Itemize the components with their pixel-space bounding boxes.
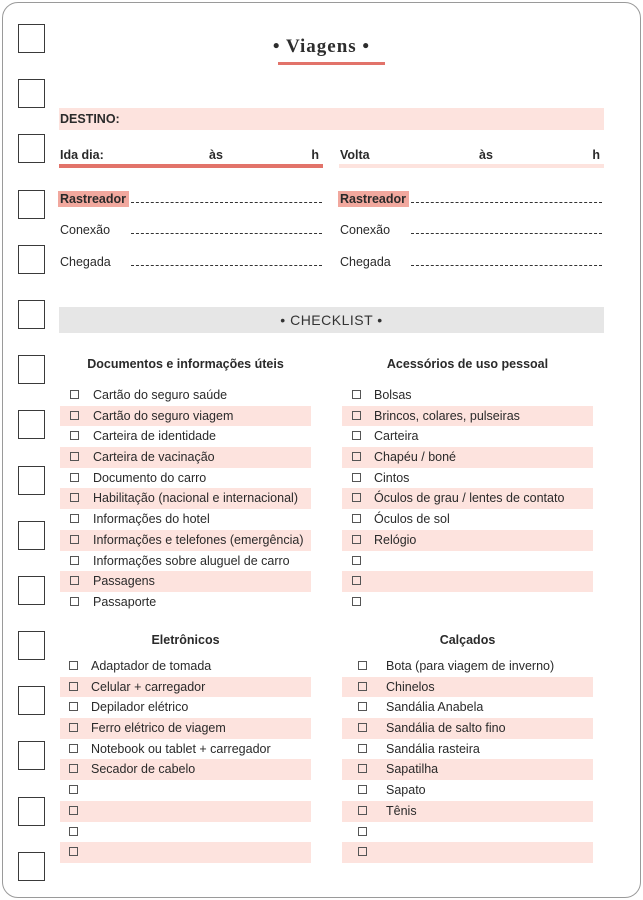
checklist-item: [60, 468, 311, 489]
tracking-label: Rastreador: [338, 191, 409, 207]
binder-hole: [18, 521, 45, 550]
binder-hole: [18, 797, 45, 826]
return-at-label: às: [479, 148, 493, 162]
tracking-write-line: [131, 202, 322, 203]
binder-hole: [18, 741, 45, 770]
checkbox[interactable]: [70, 411, 79, 420]
checkbox[interactable]: [358, 785, 367, 794]
binder-hole: [18, 134, 45, 163]
tracking-write-line: [411, 233, 602, 234]
checklist-item-label: Sandália rasteira: [386, 741, 480, 756]
checkbox[interactable]: [70, 473, 79, 482]
checklist-item: [342, 739, 593, 760]
tracking-write-line: [131, 265, 322, 266]
checklist-item-label: Sandália Anabela: [386, 700, 484, 715]
checklist-item: [342, 426, 593, 447]
checklist-item: [342, 842, 593, 863]
binder-hole: [18, 686, 45, 715]
checkbox[interactable]: [70, 452, 79, 461]
checklist-item-label: Brincos, colares, pulseiras: [374, 408, 520, 423]
tracking-label: Chegada: [340, 255, 391, 269]
checklist-item: [342, 822, 593, 843]
section-title: Eletrônicos: [151, 633, 220, 647]
checklist-item-label: Notebook ou tablet + carregador: [91, 741, 271, 756]
checklist-item-label: Carteira de identidade: [93, 429, 216, 444]
checklist: [342, 385, 593, 613]
checklist-item: [60, 780, 311, 801]
checklist-item-label: Informações do hotel: [93, 512, 210, 527]
checkbox[interactable]: [352, 452, 361, 461]
checklist-item: [60, 677, 311, 698]
checklist-item: [60, 718, 311, 739]
checklist-item-label: Chinelos: [386, 679, 435, 694]
checklist-label: • CHECKLIST •: [280, 312, 383, 328]
checkbox[interactable]: [69, 723, 78, 732]
checklist-item-label: Adaptador de tomada: [91, 659, 212, 673]
checklist-item-label: Habilitação (nacional e internacional): [93, 491, 298, 506]
checklist-item: [60, 656, 311, 677]
checklist-item: [342, 801, 593, 822]
checklist-item-label: Depilador elétrico: [91, 700, 189, 715]
checklist-item-label: Secador de cabelo: [91, 762, 196, 777]
binder-hole: [18, 852, 45, 881]
checkbox[interactable]: [358, 682, 367, 691]
checklist-item: [342, 656, 593, 677]
checkbox[interactable]: [69, 682, 78, 691]
checkbox[interactable]: [70, 390, 79, 399]
checkbox[interactable]: [358, 661, 367, 670]
departure-label: Ida dia:: [60, 148, 104, 162]
checklist-item-label: Cintos: [374, 470, 410, 485]
tracking-write-line: [131, 233, 322, 234]
checkbox[interactable]: [352, 576, 361, 585]
tracking-write-line: [411, 202, 602, 203]
checkbox[interactable]: [70, 431, 79, 440]
checklist-item-label: Celular + carregador: [91, 679, 206, 694]
checklist-item-label: Carteira de vacinação: [93, 450, 215, 465]
checkbox[interactable]: [69, 661, 78, 670]
binder-hole: [18, 631, 45, 660]
checkbox[interactable]: [70, 597, 79, 606]
checkbox[interactable]: [69, 806, 78, 815]
checklist-item: [60, 571, 311, 592]
checkbox[interactable]: [352, 473, 361, 482]
return-label: Volta: [340, 148, 370, 162]
checklist-item-label: Sapato: [386, 783, 426, 798]
checklist-item-label: Tênis: [386, 803, 417, 818]
checklist-item-label: Sandália de salto fino: [386, 721, 506, 736]
checklist-item: [60, 739, 311, 760]
checklist-item: [342, 509, 593, 530]
tracking-row[interactable]: [60, 255, 322, 273]
checkbox[interactable]: [69, 764, 78, 773]
checklist-item-label: Passaporte: [93, 594, 157, 609]
checkbox[interactable]: [70, 514, 79, 523]
checklist-item: [60, 447, 311, 468]
checklist-item: [342, 385, 593, 406]
checkbox[interactable]: [352, 597, 361, 606]
checklist-item-label: Cartão do seguro viagem: [93, 408, 234, 423]
checkbox[interactable]: [358, 806, 367, 815]
checklist-item-label: Cartão do seguro saúde: [93, 388, 228, 402]
departure-hour-label: h: [311, 148, 319, 162]
checklist-item-label: Chapéu / boné: [374, 450, 457, 465]
binder-hole: [18, 466, 45, 495]
checklist-item: [342, 780, 593, 801]
checklist-header: [59, 307, 604, 333]
checkbox[interactable]: [352, 411, 361, 420]
checklist-item-label: Óculos de grau / lentes de contato: [374, 491, 565, 506]
checklist-item: [60, 488, 311, 509]
binder-hole: [18, 300, 45, 329]
checkbox[interactable]: [69, 744, 78, 753]
checklist-item-label: Sapatilha: [386, 762, 439, 777]
checkbox[interactable]: [70, 576, 79, 585]
return-date-field[interactable]: [339, 148, 604, 168]
checkbox[interactable]: [358, 744, 367, 753]
checkbox[interactable]: [70, 535, 79, 544]
checklist-item: [60, 801, 311, 822]
checklist-item: [342, 406, 593, 427]
checklist-item: [342, 677, 593, 698]
checklist-item: [342, 530, 593, 551]
checkbox[interactable]: [358, 827, 367, 836]
checklist-item: [342, 759, 593, 780]
tracking-label: Chegada: [60, 255, 111, 269]
checkbox[interactable]: [358, 847, 367, 856]
checklist-item: [60, 842, 311, 863]
checklist-item-label: Documento do carro: [93, 470, 207, 485]
checklist-item-label: Passagens: [93, 574, 155, 589]
checkbox[interactable]: [69, 827, 78, 836]
checklist: [60, 385, 311, 613]
checkbox[interactable]: [352, 390, 361, 399]
tracking-label: Conexão: [340, 223, 391, 237]
binder-hole: [18, 245, 45, 274]
checklist-item-label: Informações e telefones (emergência): [93, 532, 304, 547]
checklist-item-label: Ferro elétrico de viagem: [91, 721, 226, 736]
destination-label: DESTINO:: [60, 112, 120, 126]
checkbox[interactable]: [69, 785, 78, 794]
checklist-item: [60, 551, 311, 572]
checkbox[interactable]: [69, 847, 78, 856]
checklist-item: [60, 509, 311, 530]
checkbox[interactable]: [352, 535, 361, 544]
checklist-item: [60, 759, 311, 780]
checklist-item: [342, 447, 593, 468]
checklist-item-label: Carteira: [374, 429, 419, 444]
checkbox[interactable]: [69, 702, 78, 711]
tracking-row[interactable]: [60, 192, 322, 210]
checklist-item: [60, 592, 311, 613]
checklist: [60, 656, 311, 863]
checklist-item: [342, 718, 593, 739]
checklist-item: [342, 592, 593, 613]
checkbox[interactable]: [358, 764, 367, 773]
checklist-item-label: Óculos de sol: [374, 512, 450, 527]
checkbox[interactable]: [358, 702, 367, 711]
checklist-item: [342, 571, 593, 592]
tracking-write-line: [411, 265, 602, 266]
binder-holes: [18, 24, 46, 900]
checklist-item-label: Bota (para viagem de inverno): [386, 659, 555, 673]
tracking-label: Rastreador: [58, 191, 129, 207]
departure-date-field[interactable]: [59, 148, 323, 168]
checklist-item-label: Relógio: [374, 532, 417, 547]
checklist-item: [60, 822, 311, 843]
checklist-item: [342, 697, 593, 718]
checkbox[interactable]: [352, 431, 361, 440]
tracking-row[interactable]: [340, 192, 602, 210]
section-title: Acessórios de uso pessoal: [386, 357, 549, 371]
binder-hole: [18, 355, 45, 384]
checklist-item-label: Bolsas: [374, 388, 412, 402]
page-title: • Viagens •: [272, 36, 371, 57]
checklist-item: [342, 468, 593, 489]
checklist-item: [60, 406, 311, 427]
checklist-item: [342, 488, 593, 509]
checkbox[interactable]: [70, 556, 79, 565]
destination-field[interactable]: [59, 108, 604, 130]
checklist-item: [60, 426, 311, 447]
checklist-item: [60, 530, 311, 551]
section-title: Calçados: [439, 633, 496, 647]
checkbox[interactable]: [352, 514, 361, 523]
checkbox[interactable]: [352, 556, 361, 565]
checkbox[interactable]: [358, 723, 367, 732]
title-underline: [278, 62, 385, 65]
tracking-label: Conexão: [60, 223, 111, 237]
checklist-item: [342, 551, 593, 572]
departure-at-label: às: [209, 148, 223, 162]
binder-hole: [18, 79, 45, 108]
return-hour-label: h: [592, 148, 600, 162]
checkbox[interactable]: [70, 493, 79, 502]
checkbox[interactable]: [352, 493, 361, 502]
tracking-row[interactable]: [60, 223, 322, 241]
binder-hole: [18, 576, 45, 605]
checklist-item: [60, 697, 311, 718]
binder-hole: [18, 410, 45, 439]
binder-hole: [18, 190, 45, 219]
tracking-row[interactable]: [340, 255, 602, 273]
section-title: Documentos e informações úteis: [87, 357, 284, 371]
tracking-row[interactable]: [340, 223, 602, 241]
checklist-item-label: Informações sobre aluguel de carro: [93, 553, 290, 568]
checklist: [342, 656, 593, 863]
checklist-item: [60, 385, 311, 406]
